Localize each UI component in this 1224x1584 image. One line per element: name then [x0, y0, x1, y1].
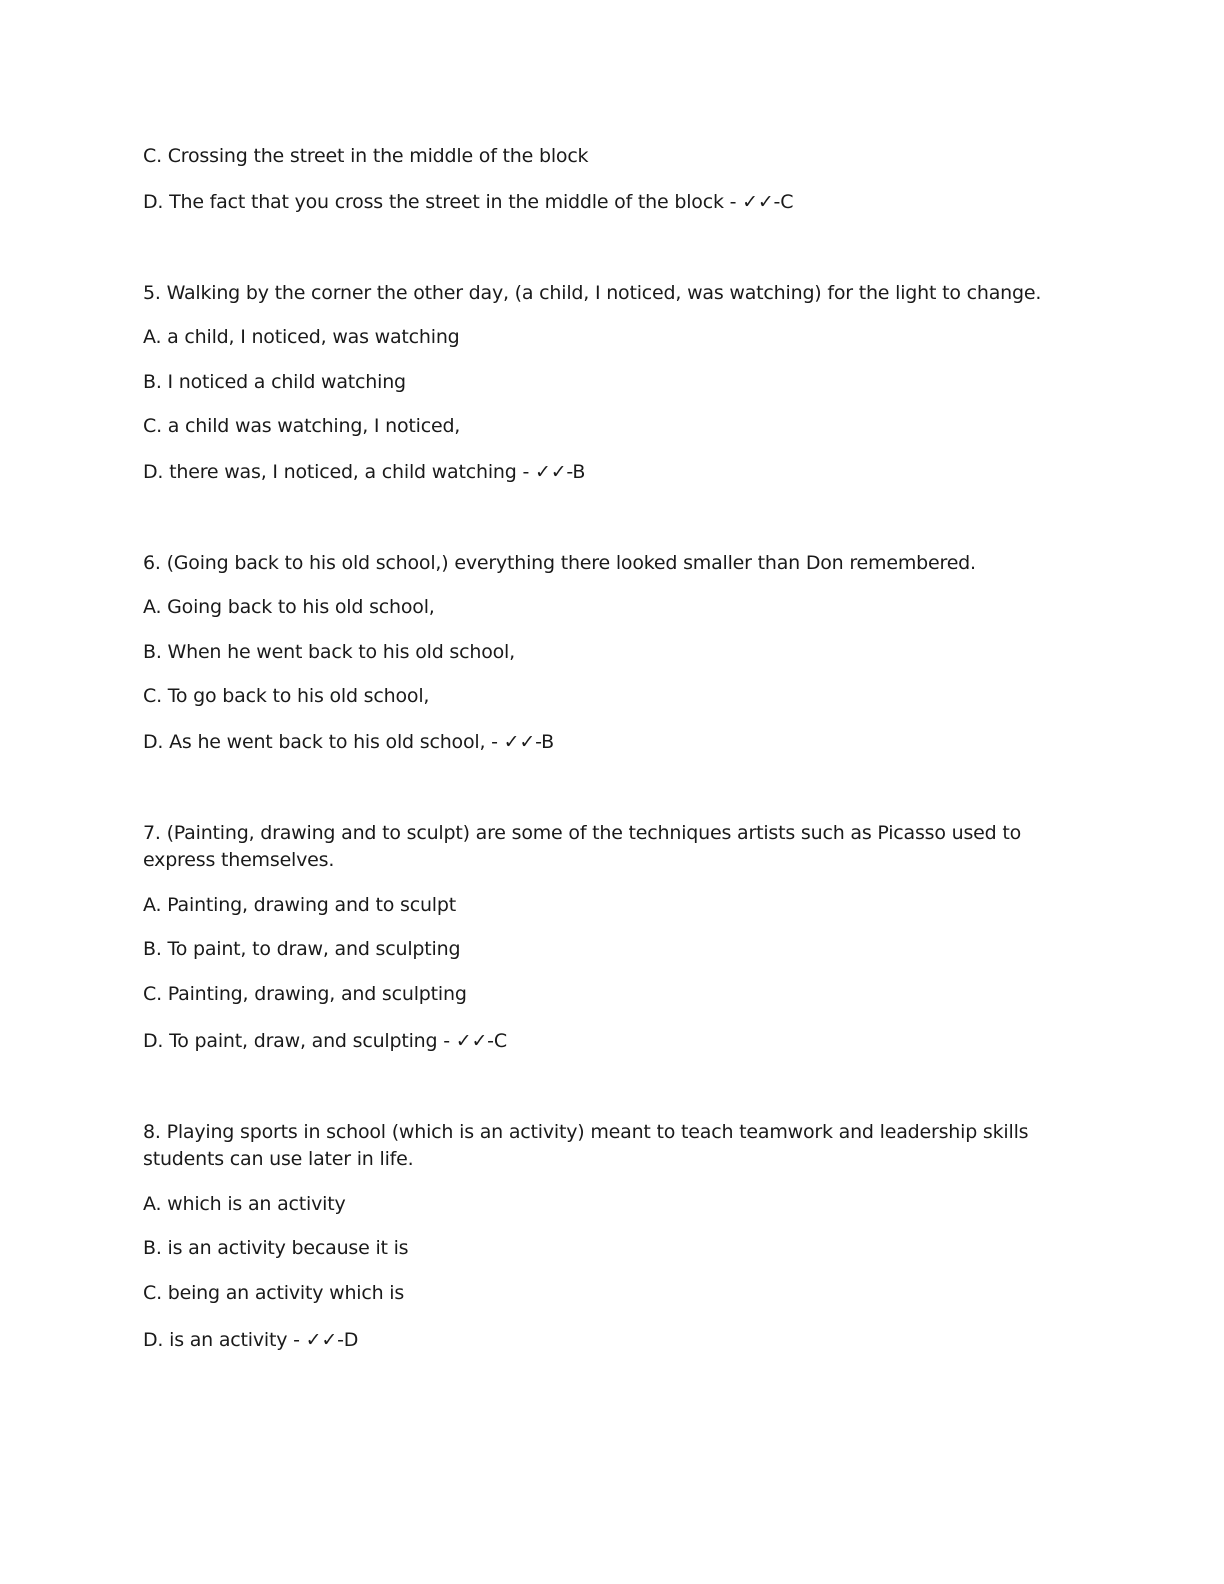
- answer-key: -C: [487, 1030, 507, 1052]
- question-6: [143, 550, 1083, 577]
- option-q6-c: [143, 683, 1083, 710]
- double-check-icon: ✓✓: [455, 1030, 488, 1052]
- question-text: 8. Playing sports in school (which is an activity) meant to teach teamwork and leadership skills students can use later in life.: [143, 1121, 1029, 1170]
- option-text: A. which is an activity: [143, 1193, 346, 1215]
- double-check-icon: ✓✓: [503, 731, 536, 753]
- answer-key: -C: [773, 191, 794, 213]
- option-q5-c: [143, 413, 1083, 440]
- option-q6-b: [143, 639, 1083, 666]
- question-7: [143, 820, 1073, 874]
- option-text: D. To paint, draw, and sculpting -: [143, 1030, 456, 1052]
- option-text: B. is an activity because it is: [143, 1237, 409, 1259]
- option-text: C. To go back to his old school,: [143, 685, 430, 707]
- question-text: 7. (Painting, drawing and to sculpt) are some of the techniques artists such as Picasso used to express themselves.: [143, 822, 1022, 871]
- option-q8-a: [143, 1191, 1083, 1218]
- double-check-icon: ✓✓: [742, 191, 774, 213]
- option-text: C. a child was watching, I noticed,: [143, 415, 461, 437]
- option-q8-c: [143, 1280, 1083, 1307]
- double-check-icon: ✓✓: [534, 461, 567, 483]
- option-q8-d: [143, 1327, 1083, 1354]
- option-q7-d: [143, 1028, 1083, 1055]
- option-text: B. I noticed a child watching: [143, 371, 406, 393]
- option-text: C. Painting, drawing, and sculpting: [143, 983, 467, 1005]
- answer-key: -B: [566, 461, 586, 483]
- option-text: C. Crossing the street in the middle of the block: [143, 145, 589, 167]
- option-q7-c: [143, 981, 1083, 1008]
- option-q5-a: [143, 324, 1083, 351]
- double-check-icon: ✓✓: [305, 1329, 338, 1351]
- option-q4-c: [143, 143, 1083, 170]
- option-q5-d: [143, 459, 1083, 486]
- option-text: A. Going back to his old school,: [143, 596, 435, 618]
- option-text: C. being an activity which is: [143, 1282, 405, 1304]
- option-text: D. there was, I noticed, a child watching -: [143, 461, 535, 483]
- question-8: [143, 1119, 1073, 1173]
- option-q7-b: [143, 936, 1083, 963]
- option-text: B. To paint, to draw, and sculpting: [143, 938, 461, 960]
- option-q6-a: [143, 594, 1083, 621]
- option-q8-b: [143, 1235, 1083, 1262]
- option-q7-a: [143, 892, 1083, 919]
- option-text: A. a child, I noticed, was watching: [143, 326, 460, 348]
- option-text: D. The fact that you cross the street in the middle of the block -: [143, 191, 743, 213]
- option-q4-d: [143, 189, 1083, 216]
- answer-key: -D: [337, 1329, 359, 1351]
- option-text: A. Painting, drawing and to sculpt: [143, 894, 456, 916]
- option-q6-d: [143, 729, 1083, 756]
- answer-key: -B: [535, 731, 554, 753]
- question-text: 6. (Going back to his old school,) everything there looked smaller than Don remembered.: [143, 552, 976, 574]
- option-text: B. When he went back to his old school,: [143, 641, 515, 663]
- option-text: D. As he went back to his old school, -: [143, 731, 504, 753]
- question-text: 5. Walking by the corner the other day, (a child, I noticed, was watching) for the light to change.: [143, 282, 1042, 304]
- option-q5-b: [143, 369, 1083, 396]
- option-text: D. is an activity -: [143, 1329, 306, 1351]
- question-5: [143, 280, 1083, 307]
